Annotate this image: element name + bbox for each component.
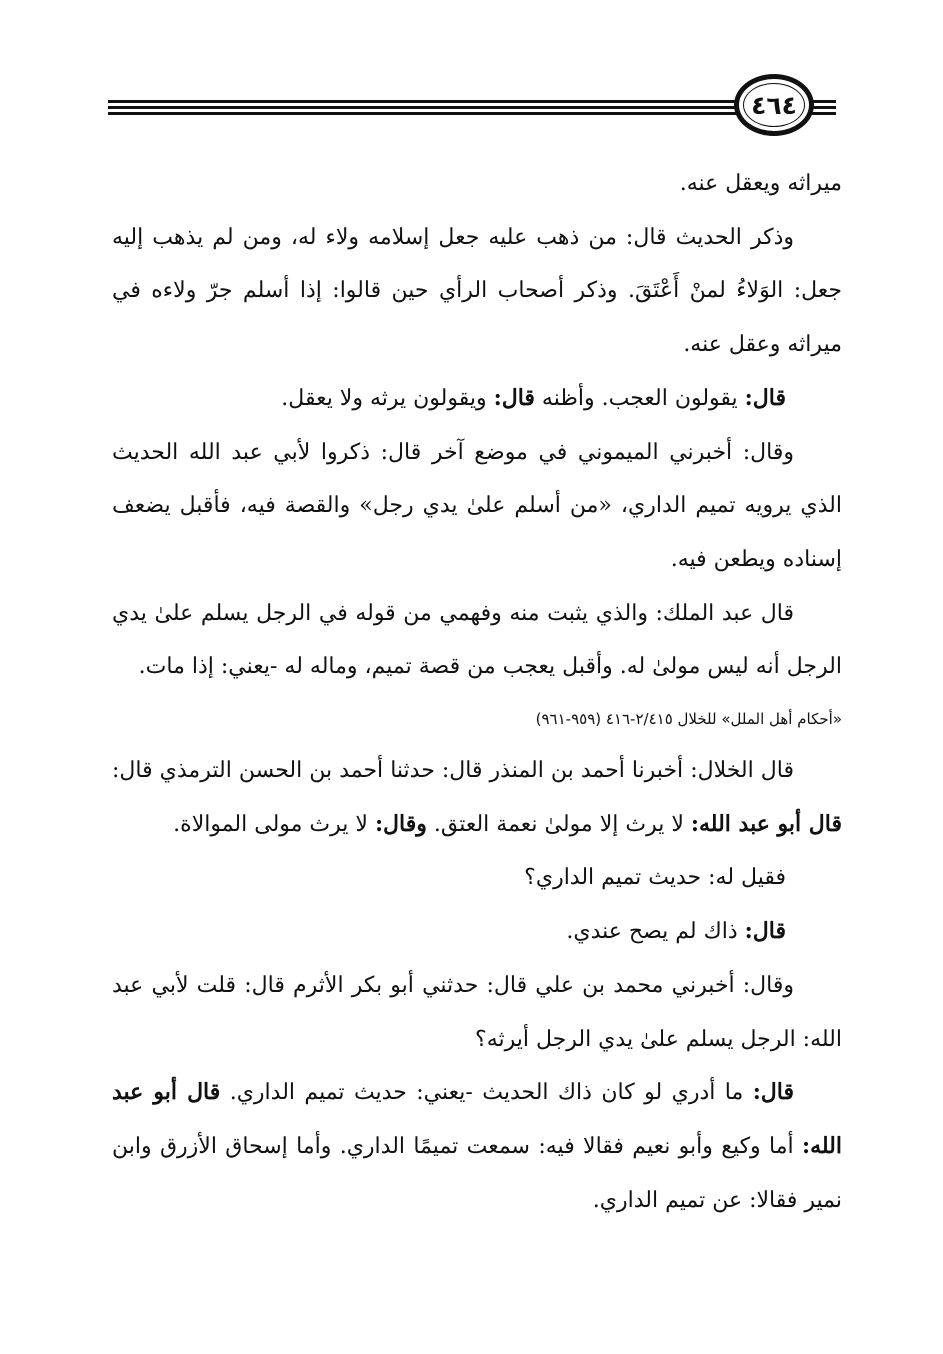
paragraph-text: ما أدري لو كان ذاك الحديث -يعني: حديث تميم الداري.	[220, 1080, 753, 1106]
speaker-label: قال:	[752, 1079, 795, 1106]
paragraph	[112, 905, 842, 959]
speaker-label: قال:	[744, 384, 786, 411]
paragraph: قال عبد الملك: والذي يثبت منه وفهمي من قوله في الرجل يسلم علىٰ يدي الرجل أنه ليس مولىٰ له. وأقبل يعجب من قصة تميم، وماله له -يعني: إذا مات.	[112, 600, 842, 680]
paragraph: وذكر الحديث قال: من ذهب عليه جعل إسلامه ولاء له، ومن لم يذهب إليه جعل: الوَلاءُ لمنْ أَعْتَقَ. وذكر أصحاب الرأي حين قالوا: إذا أسلم جرّ ولاءه في ميراثه وعقل عنه.	[112, 224, 842, 358]
paragraph-text: ويقولون يرثه ولا يعقل.	[281, 385, 494, 411]
paragraph: فقيل له: حديث تميم الداري؟	[524, 865, 786, 891]
body-text	[112, 157, 842, 1227]
paragraph	[112, 1066, 842, 1227]
paragraph-text: لا يرث إلا مولىٰ نعمة العتق.	[426, 811, 691, 837]
paragraph-text: قال الخلال: أخبرنا أحمد بن المنذر قال: حدثنا أحمد بن الحسن الترمذي قال:	[112, 758, 794, 784]
speaker-label: وقال:	[374, 810, 427, 837]
paragraph-text: أما وكيع وأبو نعيم فقالا فيه: سمعت تميمًا الداري. وأما إسحاق الأزرق وابن نمير فقالا: عن تميم الداري.	[112, 1133, 842, 1213]
speaker-label: قال:	[744, 918, 786, 945]
source-citation: «أحكام أهل الملل» للخلال ٢/٤١٥-٤١٦ (٩٥٩-٩٦١)	[535, 710, 842, 729]
page-number: ٤٦٤	[751, 90, 797, 120]
paragraph: وقال: أخبرني محمد بن علي قال: حدثني أبو بكر الأثرم قال: قلت لأبي عبد الله: الرجل يسلم علىٰ يدي الرجل أيرثه؟	[112, 972, 842, 1052]
paragraph	[112, 744, 842, 851]
header-rule	[108, 106, 746, 109]
header-rule-right	[812, 100, 836, 103]
paragraph	[112, 372, 842, 426]
paragraph: وقال: أخبرني الميموني في موضع آخر قال: ذكروا لأبي عبد الله الحديث الذي يرويه تميم الداري، «من أسلم علىٰ يدي رجل» والقصة فيه، فأقبل يضعف إسناده ويطعن فيه.	[112, 439, 842, 572]
page-number-badge	[734, 74, 814, 136]
speaker-label: قال:	[493, 384, 535, 411]
paragraph-text: ذاك لم يصح عندي.	[566, 919, 745, 945]
header-rule	[108, 100, 746, 103]
header-rule-right	[812, 106, 836, 109]
paragraph: ميراثه ويعقل عنه.	[679, 171, 842, 196]
header-rule-right	[812, 112, 836, 115]
paragraph-text: يقولون العجب. وأظنه	[534, 385, 745, 411]
speaker-label: قال أبو عبد الله:	[690, 810, 842, 837]
header-rule	[108, 112, 746, 115]
paragraph-text: لا يرث مولى الموالاة.	[173, 811, 375, 837]
speaker-label: قال أبو عبد الله:	[112, 1079, 842, 1159]
